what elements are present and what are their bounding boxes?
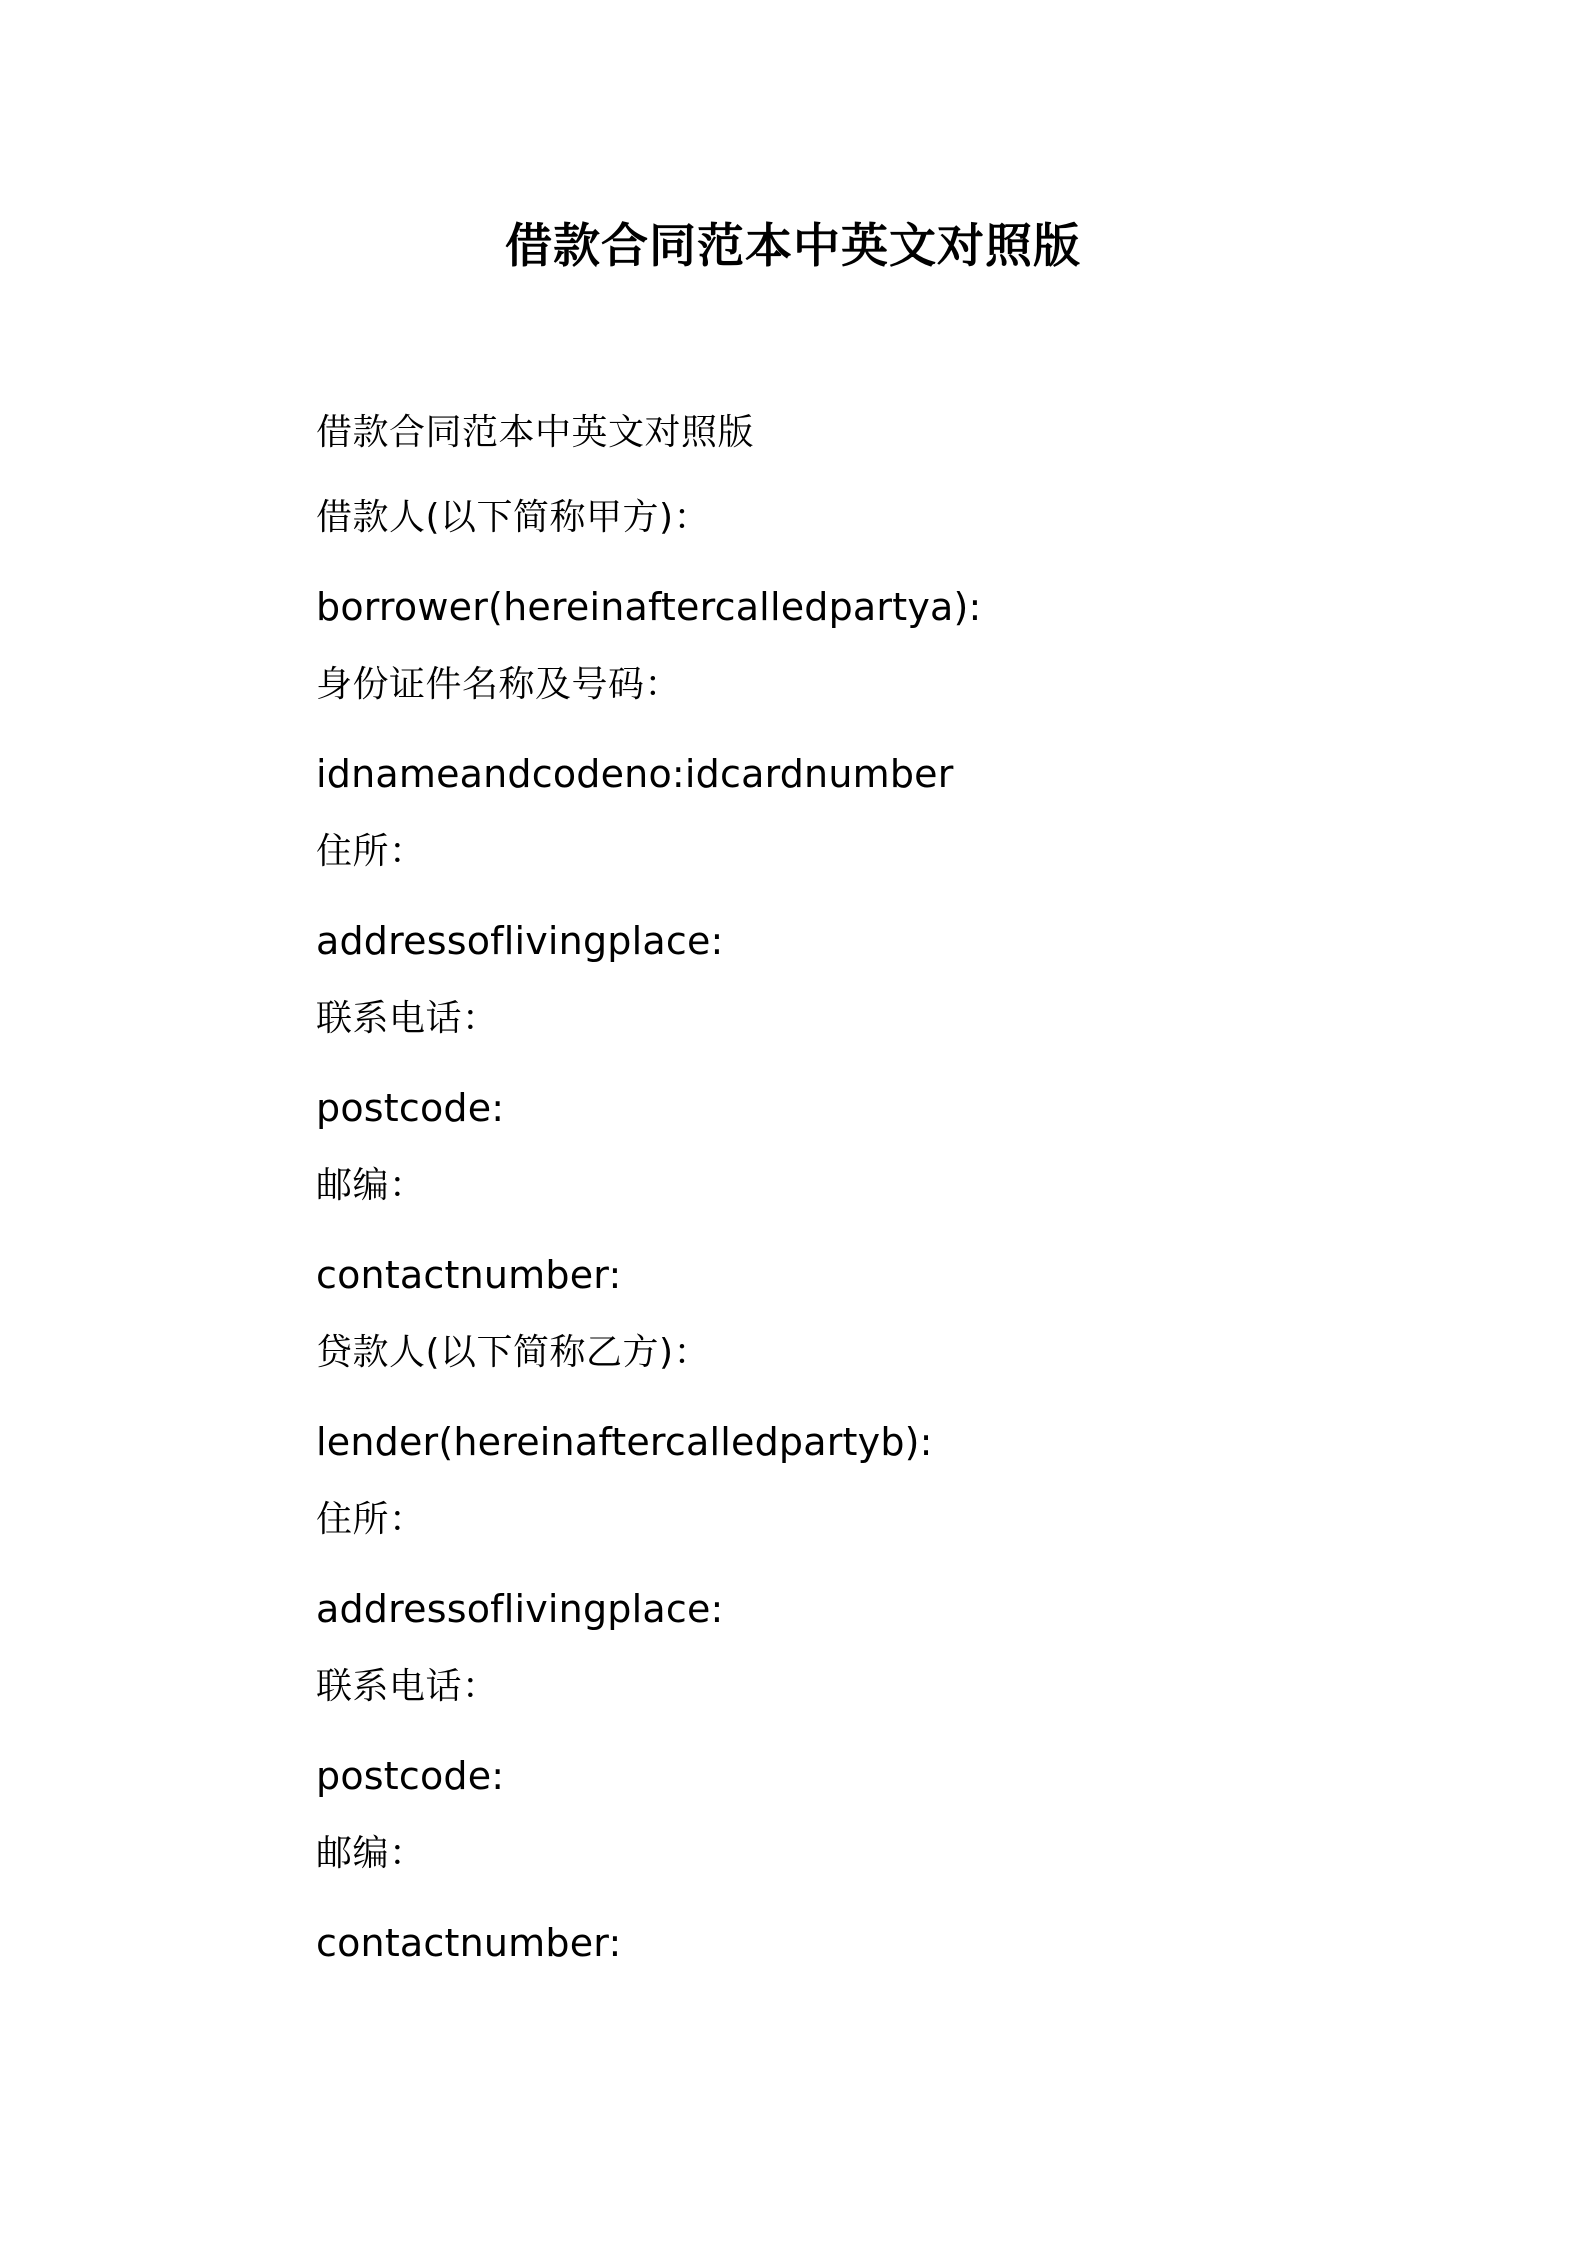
lender-label-en: lender(hereinaftercalledpartyb):	[316, 1420, 933, 1464]
lender-address-label-en: addressoflivingplace:	[316, 1587, 724, 1631]
borrower-postcode-label-en: postcode:	[316, 1086, 505, 1130]
id-name-code-label-en: idnameandcodeno:idcardnumber	[316, 752, 954, 796]
subtitle-line: 借款合同范本中英文对照版	[316, 412, 755, 453]
document-title: 借款合同范本中英文对照版	[505, 219, 1081, 274]
borrower-label-en: borrower(hereinaftercalledpartya):	[316, 585, 982, 629]
lender-phone-label-zh: 联系电话：	[316, 1666, 499, 1707]
borrower-address-label-zh: 住所：	[316, 831, 426, 872]
borrower-contact-label-en: contactnumber:	[316, 1253, 622, 1297]
lender-label-zh: 贷款人(以下简称乙方)：	[316, 1332, 711, 1373]
lender-postcode-label-zh: 邮编：	[316, 1833, 426, 1874]
borrower-label-zh: 借款人(以下简称甲方)：	[316, 497, 711, 538]
borrower-phone-label-zh: 联系电话：	[316, 998, 499, 1039]
borrower-address-label-en: addressoflivingplace:	[316, 919, 724, 963]
borrower-postcode-label-zh: 邮编：	[316, 1165, 426, 1206]
lender-contact-label-en: contactnumber:	[316, 1921, 622, 1965]
lender-address-label-zh: 住所：	[316, 1499, 426, 1540]
id-name-code-label-zh: 身份证件名称及号码：	[316, 664, 682, 705]
lender-postcode-label-en: postcode:	[316, 1754, 505, 1798]
